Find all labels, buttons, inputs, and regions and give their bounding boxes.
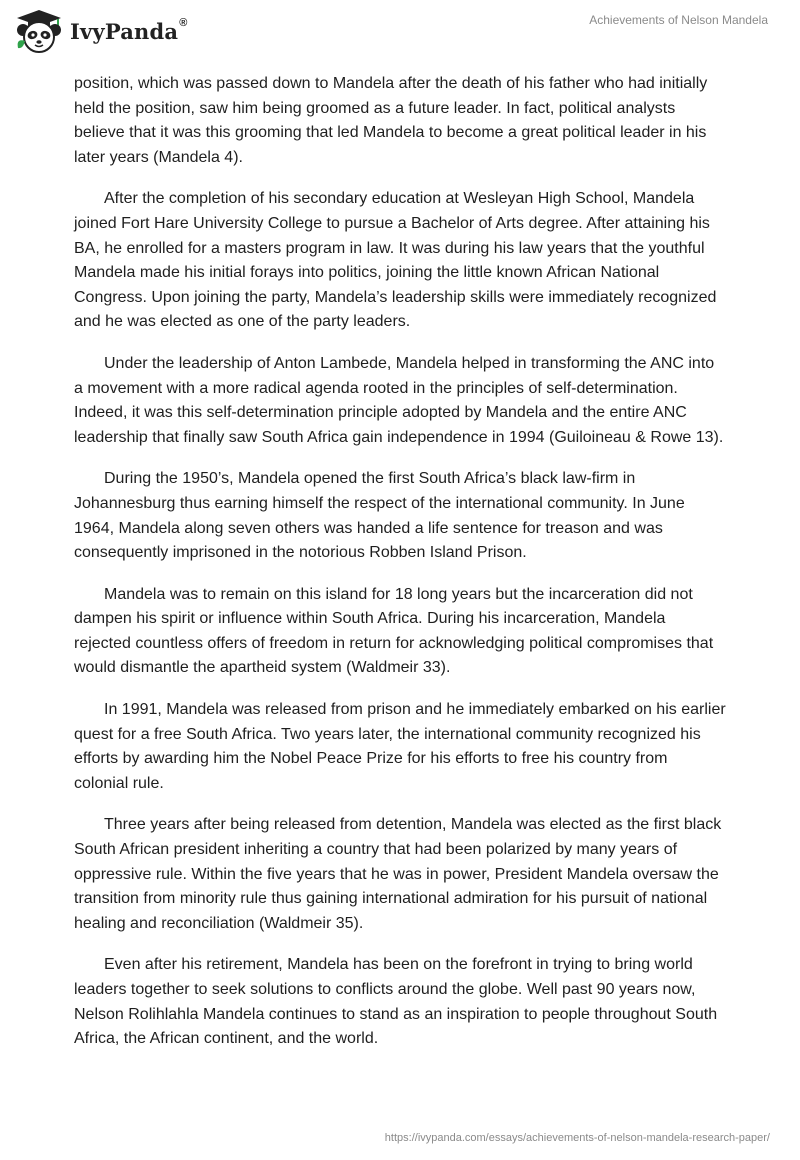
essay-paragraph: Three years after being released from detention, Mandela was elected as the first black South African president inheriting a country that had been polarized by many years of oppressive rule. Within the five years that he was in power, President Mandela oversaw the transition from minority rule thus gaining international admiration for his pursuit of national healing and reconciliation (Waldmeir 35).	[74, 816, 722, 932]
registered-mark: ®	[179, 16, 188, 29]
essay-paragraph: Even after his retirement, Mandela has been on the forefront in trying to bring world leaders together to seek solutions to conflicts around the globe. Well past 90 years now, Nelson Rolihlahla Mandela continues to stand as an inspiration to people throughout South Africa, the African continent, and the world.	[74, 956, 718, 1048]
page-header	[0, 0, 800, 70]
document-title: Achievements of Nelson Mandela	[589, 13, 768, 27]
essay-paragraph: position, which was passed down to Mandela after the death of his father who had initially held the position, saw him being groomed as a future leader. In fact, political analysts believe that it was this grooming that led Mandela to become a great political leader in his later years (Mandela 4).	[74, 75, 708, 166]
essay-paragraph: During the 1950’s, Mandela opened the first South Africa’s black law-firm in Johannesburg thus earning himself the respect of the international community. In June 1964, Mandela along seven others was handed a life sentence for treason and was consequently imprisoned in the notorious Robben Island Prison.	[74, 470, 685, 562]
essay-paragraph: After the completion of his secondary education at Wesleyan High School, Mandela joined Fort Hare University College to pursue a Bachelor of Arts degree. After attaining his BA, he enrolled for a masters program in law. It was during his law years that the youthful Mandela made his initial forays into politics, joining the little known African National Congress. Upon joining the party, Mandela’s leadership skills were immediately recognized and he was elected as one of the party leaders.	[74, 190, 717, 331]
brand-name: IvyPanda®	[70, 16, 188, 44]
essay-body	[74, 72, 726, 1069]
panda-graduate-icon	[14, 8, 64, 54]
ivypanda-logo[interactable]	[14, 8, 188, 54]
essay-paragraph: Under the leadership of Anton Lambede, Mandela helped in transforming the ANC into a movement with a more radical agenda rooted in the principles of self-determination. Indeed, it was this self-determination principle adopted by Mandela and the entire ANC leadership that finally saw South Africa gain independence in 1994 (Guiloineau & Rowe 13).	[74, 354, 724, 446]
essay-paragraph: In 1991, Mandela was released from prison and he immediately embarked on his earlier quest for a free South Africa. Two years later, the international community recognized his efforts by awarding him the Nobel Peace Prize for his efforts to free his country from colonial rule.	[74, 701, 726, 792]
source-url[interactable]: https://ivypanda.com/essays/achievements-of-nelson-mandela-research-paper/	[384, 1132, 770, 1144]
essay-paragraph: Mandela was to remain on this island for 18 long years but the incarceration did not dampen his spirit or influence within South Africa. During his incarceration, Mandela rejected countless offers of freedom in return for acknowledging political compromises that would dismantle the apartheid system (Waldmeir 33).	[74, 585, 714, 677]
